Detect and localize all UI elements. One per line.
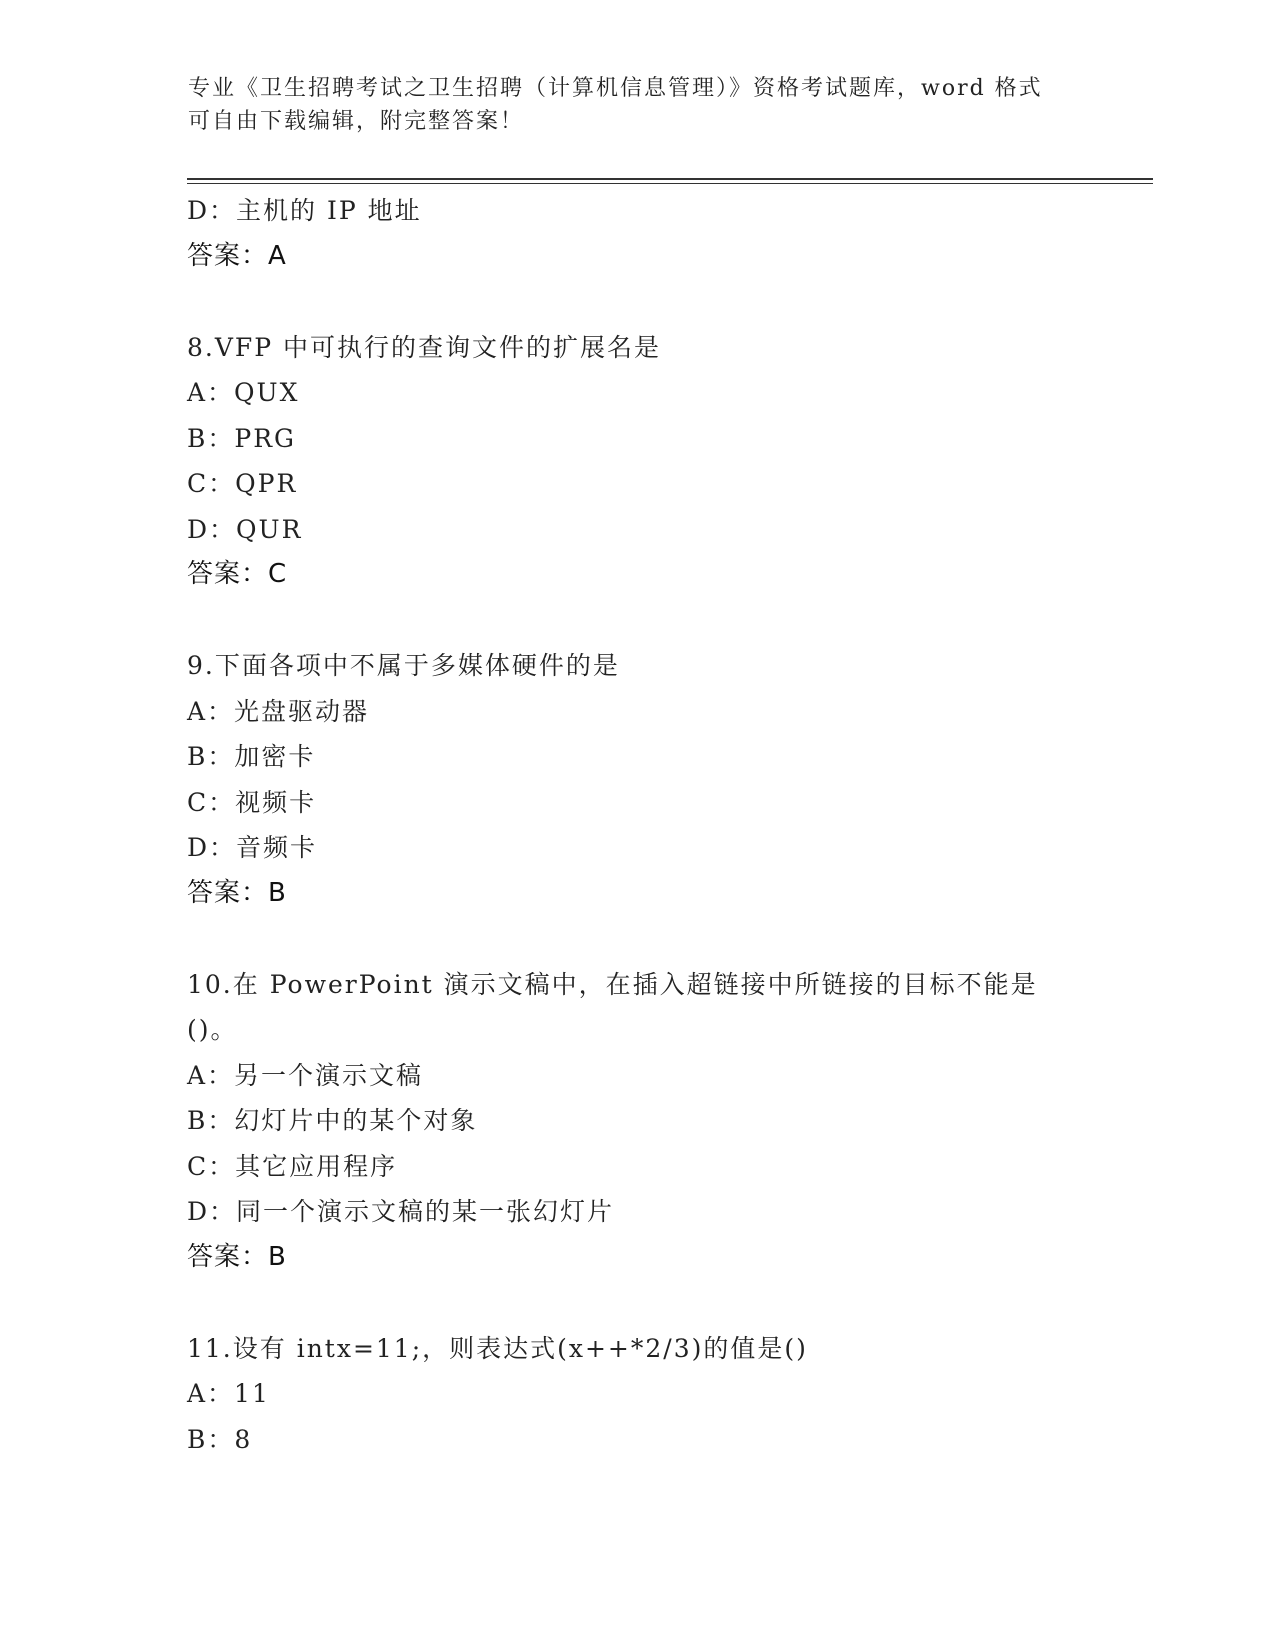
header-rule-thick [187,178,1153,180]
answer-line: 答案：B [187,877,287,908]
answer-line: 答案：A [187,240,287,271]
answer-line: 答案：B [187,1241,287,1272]
option-c: C：QPR [187,469,298,498]
question-text: 8.VFP 中可执行的查询文件的扩展名是 [187,332,662,362]
spacer [187,279,1087,325]
answer-line: 答案：C [187,559,288,589]
option-b: B：8 [187,1424,253,1454]
spacer [187,1280,1087,1326]
question-block-11 [187,1326,1087,1463]
option-a: A：光盘驱动器 [187,696,370,726]
option-c: C：其它应用程序 [187,1151,398,1181]
option-a: A：QUX [187,378,300,407]
question-text: 11.设有 intx=11;，则表达式(x++*2/3)的值是() [187,1333,808,1363]
question-block-7 [187,188,1087,279]
option-a: A：另一个演示文稿 [187,1060,424,1090]
option-b: B：幻灯片中的某个对象 [187,1106,478,1135]
question-block-10 [187,962,1087,1281]
question-list [187,188,1087,1462]
question-text-line-2: ()。 [187,1015,238,1044]
option-d: D：主机的 IP 地址 [187,196,422,225]
question-text: 9.下面各项中不属于多媒体硬件的是 [187,651,620,680]
question-block-8 [187,325,1087,598]
option-b: B：加密卡 [187,742,316,771]
header-rule-thin [187,183,1153,184]
question-text-line-1: 10.在 PowerPoint 演示文稿中，在插入超链接中所链接的目标不能是 [187,969,1038,999]
document-header [188,72,1068,138]
option-d: D：QUR [187,514,303,544]
spacer [187,598,1087,644]
option-b: B：PRG [187,423,296,453]
option-a: A：11 [187,1379,270,1408]
header-line-2: 可自由下载编辑，附完整答案！ [188,109,525,134]
option-d: D：音频卡 [187,833,318,862]
spacer [187,916,1087,962]
option-c: C：视频卡 [187,787,317,817]
header-line-1: 专业《卫生招聘考试之卫生招聘（计算机信息管理）》资格考试题库，word 格式 [188,76,1043,101]
question-block-9 [187,643,1087,916]
option-d: D：同一个演示文稿的某一张幻灯片 [187,1197,615,1226]
